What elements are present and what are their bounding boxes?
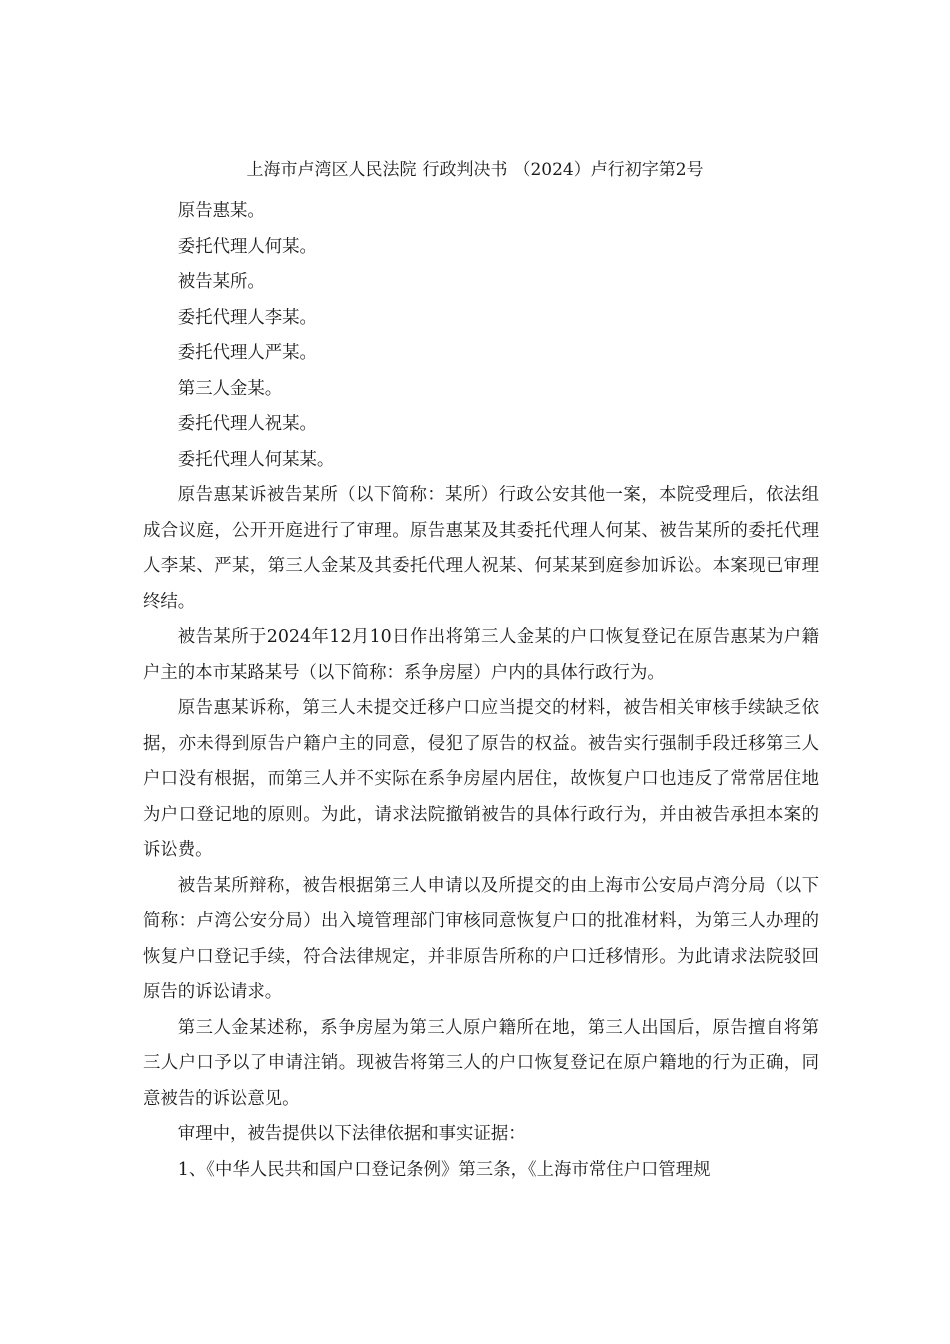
party-plaintiff-agent: 委托代理人何某。 [177, 236, 317, 257]
party-defendant-agent-2: 委托代理人严某。 [177, 343, 317, 363]
paragraph-plaintiff-claim: 原告惠某诉称，第三人未提交迁移户口应当提交的材料，被告相关审核手续缺乏依据，亦未得到原告户籍户主的同意，侵犯了原告的权益。被告实行强制手段迁移第三人户口没有根据，而第三人并不实际在系争房屋内居住，故恢复户口也违反了常常居住地为户口登记地的原则。为此，请求法院撤销被告的具体行政行为，并由被告承担本案的诉讼费。 [143, 698, 819, 860]
paragraph-defendant-defense: 被告某所辩称，被告根据第三人申请以及所提交的由上海市公安局卢湾分局（以下简称：卢湾公安分局）出入境管理部门审核同意恢复户口的批准材料，为第三人办理的恢复户口登记手续，符合法律规定，并非原告所称的户口迁移情形。为此请求法院驳回原告的诉讼请求。 [143, 875, 819, 1002]
party-third-agent-2: 委托代理人何某某。 [177, 449, 335, 470]
paragraph-evidence-intro: 审理中，被告提供以下法律依据和事实证据： [177, 1124, 526, 1144]
document-title [0, 158, 950, 182]
title-court: 上海市卢湾区人民法院 [246, 160, 417, 180]
party-third: 第三人金某。 [177, 378, 283, 399]
party-plaintiff: 原告惠某。 [177, 201, 265, 221]
title-type: 行政判决书 [422, 160, 508, 180]
paragraph-third-party-statement: 第三人金某述称，系争房屋为第三人原户籍所在地，第三人出国后，原告擅自将第三人户口予以了申请注销。现被告将第三人的户口恢复登记在原户籍地的行为正确，同意被告的诉讼意见。 [143, 1017, 819, 1109]
title-case-number: （2024）卢行初字第2号 [513, 160, 704, 180]
paragraph-administrative-act: 被告某所于2024年12月10日作出将第三人金某的户口恢复登记在原告惠某为户籍户主的本市某路某号（以下简称：系争房屋）户内的具体行政行为。 [143, 627, 819, 683]
document-body [143, 194, 819, 1188]
party-third-agent-1: 委托代理人祝某。 [177, 414, 317, 434]
party-defendant-agent-1: 委托代理人李某。 [177, 307, 317, 328]
party-defendant: 被告某所。 [177, 272, 265, 292]
paragraph-evidence-item-1: 1、《中华人民共和国户口登记条例》第三条，《上海市常住户口管理规 [177, 1159, 711, 1180]
paragraph-case-intro: 原告惠某诉被告某所（以下简称：某所）行政公安其他一案，本院受理后，依法组成合议庭，公开开庭进行了审理。原告惠某及其委托代理人何某、被告某所的委托代理人李某、严某，第三人金某及其委托代理人祝某、何某某到庭参加诉讼。本案现已审理终结。 [143, 485, 819, 612]
